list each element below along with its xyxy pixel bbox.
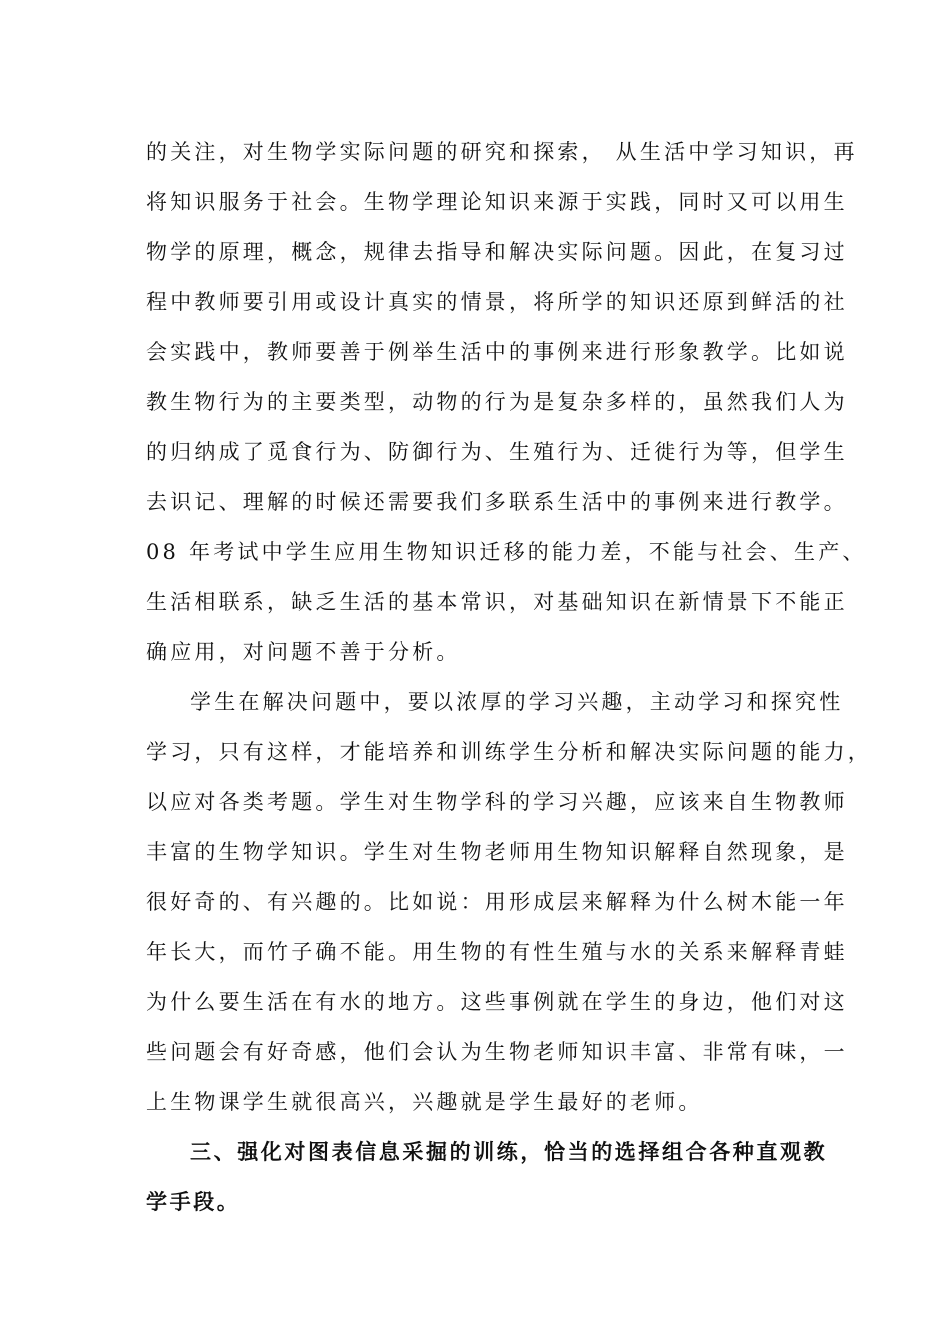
paragraph-first-line: 学生在解决问题中，要以浓厚的学习兴趣，主动学习和探究性 (190, 690, 844, 714)
section-heading: 三、强化对图表信息采掘的训练，恰当的选择组合各种直观教 (190, 1139, 828, 1164)
paragraph-line: 教生物行为的主要类型，动物的行为是复杂多样的，虽然我们人为 (146, 390, 848, 414)
paragraph-line: 以应对各类考题。学生对生物学科的学习兴趣，应该来自生物教师 (146, 790, 848, 814)
paragraph-line: 物学的原理，概念，规律去指导和解决实际问题。因此，在复习过 (146, 240, 848, 264)
paragraph-line: 会实践中，教师要善于例举生活中的事例来进行形象教学。比如说 (146, 340, 848, 364)
paragraph-line: 些问题会有好奇感，他们会认为生物老师知识丰富、非常有味，一 (146, 1040, 848, 1064)
paragraph-line: 08 年考试中学生应用生物知识迁移的能力差，不能与社会、生产、 (146, 540, 867, 564)
paragraph-line: 将知识服务于社会。生物学理论知识来源于实践，同时又可以用生 (146, 190, 848, 214)
paragraph-line: 程中教师要引用或设计真实的情景，将所学的知识还原到鲜活的社 (146, 290, 848, 314)
paragraph-line: 学习，只有这样，才能培养和训练学生分析和解决实际问题的能力， (146, 740, 872, 764)
paragraph-line: 的归纳成了觅食行为、防御行为、生殖行为、迁徙行为等，但学生 (146, 440, 848, 464)
paragraph-line: 上生物课学生就很高兴，兴趣就是学生最好的老师。 (146, 1090, 703, 1114)
paragraph-line: 的关注，对生物学实际问题的研究和探索， 从生活中学习知识，再 (146, 140, 858, 164)
paragraph-line: 丰富的生物学知识。学生对生物老师用生物知识解释自然现象，是 (146, 840, 848, 864)
paragraph-line: 确应用，对问题不善于分析。 (146, 640, 461, 664)
paragraph-line: 很好奇的、有兴趣的。比如说：用形成层来解释为什么树木能一年 (146, 890, 848, 914)
paragraph-line: 去识记、理解的时候还需要我们多联系生活中的事例来进行教学。 (146, 490, 848, 514)
paragraph-line: 生活相联系，缺乏生活的基本常识，对基础知识在新情景下不能正 (146, 590, 848, 614)
paragraph-line: 为什么要生活在有水的地方。这些事例就在学生的身边，他们对这 (146, 990, 848, 1014)
paragraph-line: 年长大，而竹子确不能。用生物的有性生殖与水的关系来解释青蛙 (146, 940, 848, 964)
section-heading-continuation: 学手段。 (146, 1189, 241, 1214)
